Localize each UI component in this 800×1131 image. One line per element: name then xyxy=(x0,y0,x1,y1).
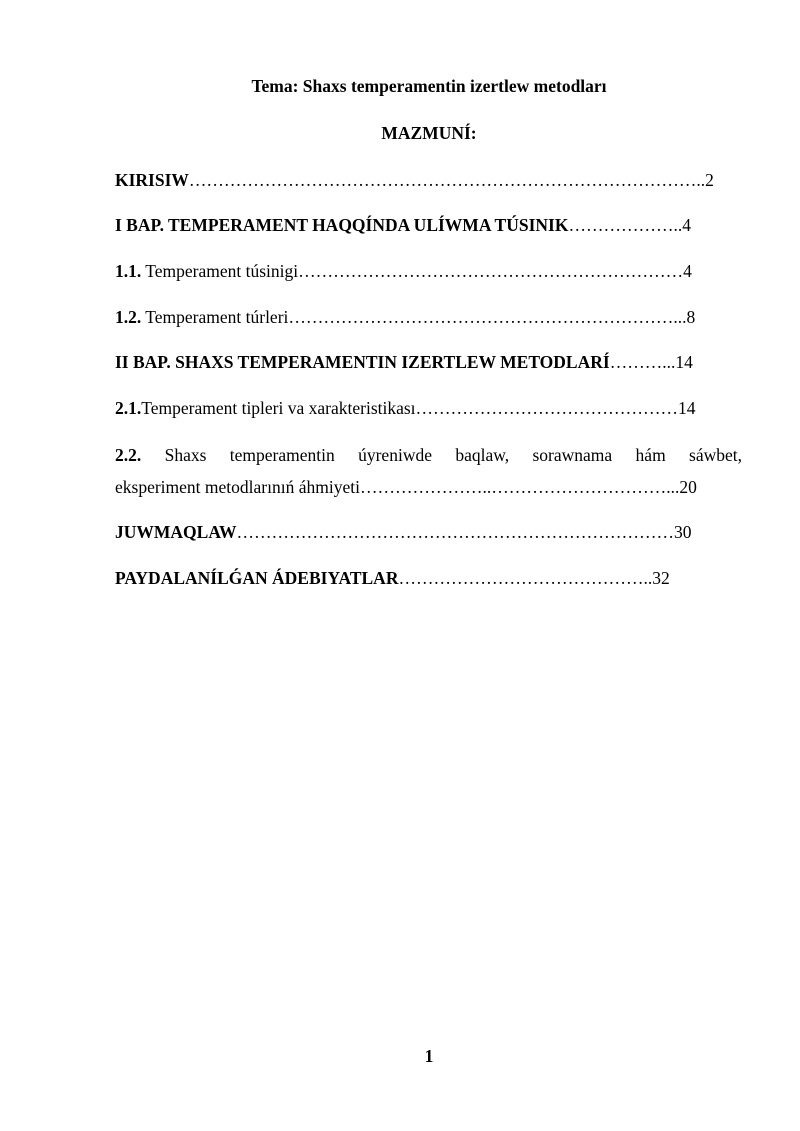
toc-page-number: 2 xyxy=(705,170,714,190)
toc-entry-chapter-2[interactable] xyxy=(115,352,693,372)
toc-page-number: 4 xyxy=(682,215,691,235)
toc-leader-dots: …………………………………….. xyxy=(398,568,653,588)
toc-entry-2-2-continued[interactable] xyxy=(115,477,697,497)
toc-entry-chapter-1[interactable] xyxy=(115,215,691,235)
toc-page-number: 32 xyxy=(652,568,670,588)
toc-entry-references[interactable] xyxy=(115,568,670,588)
toc-entry-2-1[interactable] xyxy=(115,398,696,418)
toc-leader-dots: ……………………………………… xyxy=(415,398,679,418)
toc-entry-word: baqlaw, xyxy=(455,445,510,465)
toc-page-number: 14 xyxy=(678,398,696,418)
toc-entry-word: temperamentin xyxy=(229,445,335,465)
toc-entry-number: 2.1. xyxy=(115,398,142,418)
toc-entry-word: hám xyxy=(635,445,666,465)
toc-entry-text: Temperament tipleri va xarakteristikası xyxy=(141,398,416,418)
toc-entry-word: sáwbet, xyxy=(689,445,743,465)
toc-leader-dots: …………………………………………………………………………….. xyxy=(188,170,706,190)
toc-entry-number: 1.1. xyxy=(115,261,142,281)
toc-leader-dots: ……………….. xyxy=(568,215,683,235)
toc-entry-label: II BAP. SHAXS TEMPERAMENTIN IZERTLEW METODLARÍ xyxy=(115,352,610,372)
toc-page-number: 30 xyxy=(674,522,692,542)
document-title: Tema: Shaxs temperamentin izertlew metodları xyxy=(251,76,607,96)
toc-entry-text: Temperament túsinigi xyxy=(141,261,299,281)
toc-entry-label: I BAP. TEMPERAMENT HAQQÍNDA ULÍWMA TÚSINIK xyxy=(115,215,569,235)
toc-entry-text: Temperament túrleri xyxy=(141,307,289,327)
toc-leader-dots: ………………………………………………………………… xyxy=(236,522,675,542)
toc-entry-2-2[interactable] xyxy=(115,445,742,465)
toc-page-number: 20 xyxy=(679,477,697,497)
toc-entry-number: 2.2. xyxy=(115,445,142,465)
toc-page-number: 8 xyxy=(686,307,696,327)
toc-entry-word: úyreniwde xyxy=(358,445,432,465)
toc-heading: MAZMUNÍ: xyxy=(381,123,477,143)
page-number: 1 xyxy=(424,1046,434,1066)
toc-page-number: 14 xyxy=(675,352,693,372)
toc-entry-label: KIRISIW xyxy=(115,170,189,190)
toc-entry-1-1[interactable] xyxy=(115,261,692,281)
toc-entry-juwmaqlaw[interactable] xyxy=(115,522,692,542)
toc-leader-dots: ………... xyxy=(609,352,676,372)
toc-leader-dots: …………………………………………………………... xyxy=(288,307,687,327)
toc-entry-number: 1.2. xyxy=(115,307,142,327)
toc-entry-word: sorawnama xyxy=(532,445,613,465)
toc-entry-kirisiw[interactable] xyxy=(115,170,714,190)
toc-entry-label: JUWMAQLAW xyxy=(115,522,237,542)
toc-entry-label: PAYDALANÍLǴAN ÁDEBIYATLAR xyxy=(115,568,399,588)
toc-page-number: 4 xyxy=(683,261,692,281)
toc-entry-text: eksperiment metodlarınıń áhmiyeti xyxy=(115,477,360,497)
toc-entry-word: Shaxs xyxy=(164,445,207,465)
toc-leader-dots: …………………..…………………………... xyxy=(359,477,680,497)
toc-leader-dots: ………………………………………………………… xyxy=(298,261,684,281)
toc-entry-1-2[interactable] xyxy=(115,307,695,327)
